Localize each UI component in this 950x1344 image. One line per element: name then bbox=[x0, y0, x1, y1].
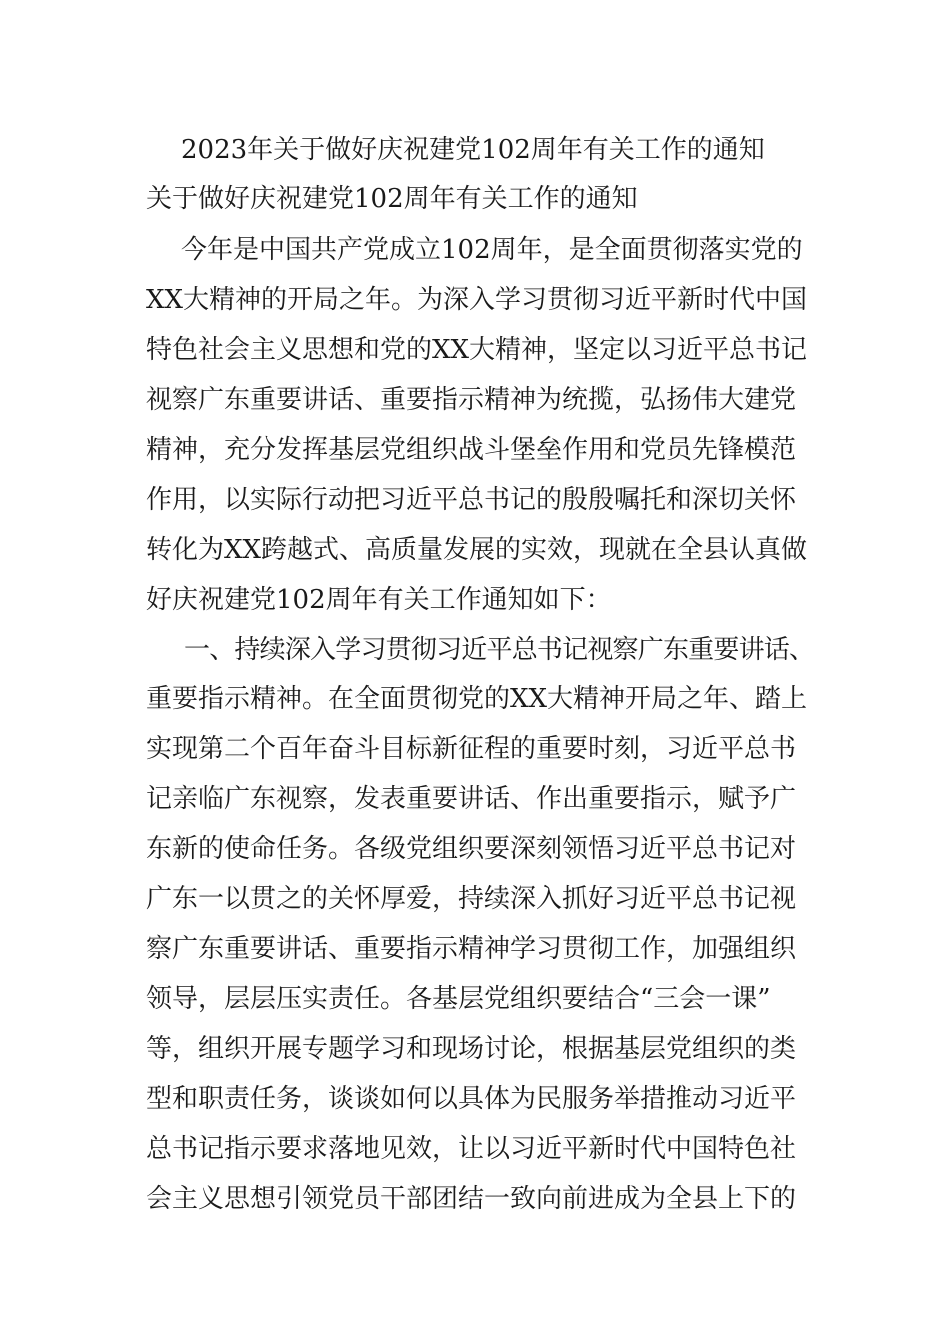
body-line: 东新的使命任务。各级党组织要深刻领悟习近平总书记对 bbox=[146, 834, 797, 864]
body-line: 视察广东重要讲话、重要指示精神为统揽，弘扬伟大建党 bbox=[146, 385, 797, 415]
body-line: 实现第二个百年奋斗目标新征程的重要时刻，习近平总书 bbox=[146, 734, 797, 764]
body-line: 重要指示精神。在全面贯彻党的XX大精神开局之年、踏上 bbox=[146, 684, 808, 714]
body-line: 等，组织开展专题学习和现场讨论，根据基层党组织的类 bbox=[146, 1034, 797, 1064]
body-line: 会主义思想引领党员干部团结一致向前进成为全县上下的 bbox=[146, 1184, 797, 1214]
body-line: XX大精神的开局之年。为深入学习贯彻习近平新时代中国 bbox=[146, 285, 808, 315]
body-line: 记亲临广东视察，发表重要讲话、作出重要指示，赋予广 bbox=[146, 784, 797, 814]
body-line: 今年是中国共产党成立102周年，是全面贯彻落实党的 bbox=[181, 235, 803, 265]
body-line: 转化为XX跨越式、高质量发展的实效，现就在全县认真做 bbox=[146, 535, 808, 565]
body-line: 领导，层层压实责任。各基层党组织要结合“三会一课” bbox=[146, 984, 771, 1014]
body-line: 察广东重要讲话、重要指示精神学习贯彻工作，加强组织 bbox=[146, 934, 797, 964]
body-line: 总书记指示要求落地见效，让以习近平新时代中国特色社 bbox=[146, 1134, 797, 1164]
body-line: 广东一以贯之的关怀厚爱，持续深入抓好习近平总书记视 bbox=[146, 884, 797, 914]
body-line: 好庆祝建党102周年有关工作通知如下： bbox=[146, 585, 612, 615]
document-subtitle: 关于做好庆祝建党102周年有关工作的通知 bbox=[146, 184, 638, 214]
body-line: 型和职责任务，谈谈如何以具体为民服务举措推动习近平 bbox=[146, 1084, 797, 1114]
body-line: 特色社会主义思想和党的XX大精神，坚定以习近平总书记 bbox=[146, 335, 808, 365]
body-line: 一、持续深入学习贯彻习近平总书记视察广东重要讲话、 bbox=[184, 635, 815, 665]
document-title: 2023年关于做好庆祝建党102周年有关工作的通知 bbox=[181, 135, 765, 165]
body-line: 作用，以实际行动把习近平总书记的殷殷嘱托和深切关怀 bbox=[146, 485, 797, 515]
body-line: 精神，充分发挥基层党组织战斗堡垒作用和党员先锋模范 bbox=[146, 435, 797, 465]
